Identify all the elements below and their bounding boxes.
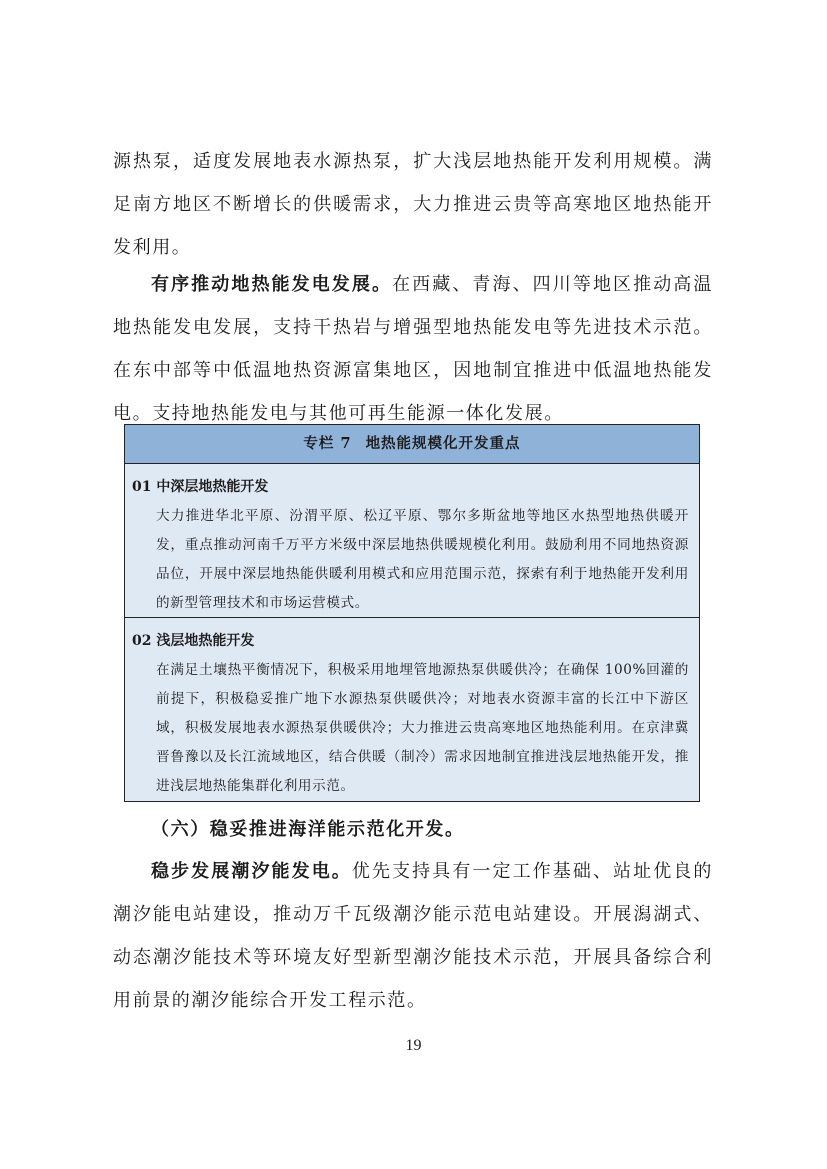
page-number: 19: [405, 1037, 422, 1054]
column-box-item: [125, 464, 699, 618]
paragraph-geothermal-power: [113, 263, 713, 435]
paragraph-text: 优先支持具有一定工作基础、站址优良的潮汐能电站建设，推动万千瓦级潮汐能示范电站建设。开展潟湖式、动态潮汐能技术等环境友好型新型潮汐能技术示范，开展具备综合利用前景的潮汐能综合开发工程示范。: [113, 861, 713, 1011]
column-box-title: [125, 425, 699, 464]
column-box-item-heading: 02 浅层地热能开发: [132, 633, 255, 649]
paragraph-text: 源热泵，适度发展地表水源热泵，扩大浅层地热能开发利用规模。满足南方地区不断增长的供暖需求，大力推进云贵等高寒地区地热能开发利用。: [113, 151, 713, 258]
paragraph-lead-heading: 有序推动地热能发电发展。: [151, 274, 393, 295]
column-box-item-body: 大力推进华北平原、汾渭平原、松辽平原、鄂尔多斯盆地等地区水热型地热供暖开发，重点推动河南千万平方米级中深层地热供暖规模化利用。鼓励利用不同地热资源品位，开展中深层地热能供暖利用模式和应用范围示范，探索有利于地热能开发利用的新型管理技术和市场运营模式。: [156, 508, 689, 611]
column-box-title-text: 地热能规模化开发重点: [365, 435, 521, 452]
column-box-item-body: 在满足土壤热平衡情况下，积极采用地埋管地源热泵供暖供冷；在确保 100%回灌的前提下，积极稳妥推广地下水源热泵供暖供冷；对地表水资源丰富的长江中下游区域，积极发展地表水源热泵供暖供冷；大力推进云贵高寒地区地热能利用。在京津冀晋鲁豫以及长江流域地区，结合供暖（制冷）需求因地制宜推进浅层地热能开发，推进浅层地热能集群化利用示范。: [156, 662, 689, 794]
column-box-item-heading: 01 中深层地热能开发: [132, 479, 269, 495]
column-box-item: [125, 618, 699, 805]
paragraph-tidal-power: [113, 850, 713, 1022]
column-box-label: 专栏 7: [303, 435, 352, 452]
paragraph-text: 在西藏、青海、四川等地区推动高温地热能发电发展，支持干热岩与增强型地热能发电等先进技术示范。在东中部等中低温地热资源富集地区，因地制宜推进中低温地热能发电。支持地热能发电与其他可再生能源一体化发展。: [113, 274, 713, 424]
column-box-geothermal: [124, 424, 700, 802]
paragraph-shallow-geothermal-continuation: [113, 140, 713, 269]
paragraph-lead-heading: 稳步发展潮汐能发电。: [151, 861, 352, 882]
section-heading-ocean-energy: （六）稳妥推进海洋能示范化开发。: [151, 819, 465, 840]
